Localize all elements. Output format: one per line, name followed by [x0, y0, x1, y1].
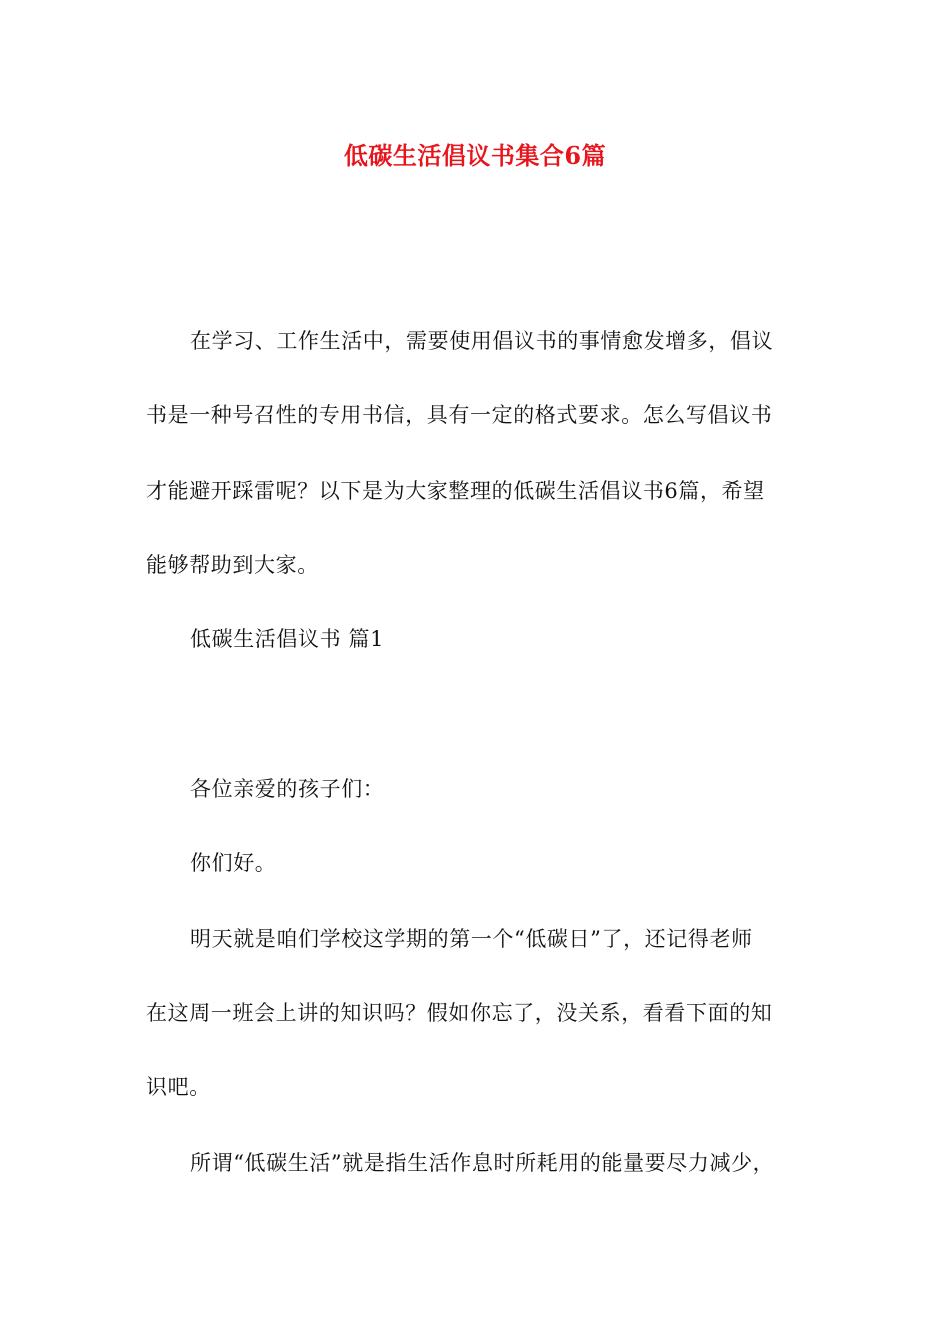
section-heading: 低碳生活倡议书 篇1 [190, 627, 385, 651]
document-title: 低碳生活倡议书集合6篇 [343, 141, 607, 170]
intro-line: 才能避开踩雷呢？以下是为大家整理的低碳生活倡议书6篇，希望 [146, 479, 765, 503]
paragraph-line: 识吧。 [146, 1075, 211, 1099]
paragraph-line: 在这周一班会上讲的知识吗？假如你忘了，没关系，看看下面的知 [146, 1001, 773, 1025]
paragraph-line: 所谓“低碳生活”就是指生活作息时所耗用的能量要尽力减少， [190, 1151, 775, 1175]
greeting: 各位亲爱的孩子们： [190, 777, 385, 801]
intro-line: 书是一种号召性的专用书信，具有一定的格式要求。怎么写倡议书 [146, 403, 773, 427]
salutation: 你们好。 [190, 851, 277, 875]
intro-line: 能够帮助到大家。 [146, 553, 319, 577]
paragraph-line: 明天就是咱们学校这学期的第一个“低碳日”了，还记得老师 [190, 927, 753, 951]
intro-line: 在学习、工作生活中，需要使用倡议书的事情愈发增多，倡议 [190, 329, 774, 353]
